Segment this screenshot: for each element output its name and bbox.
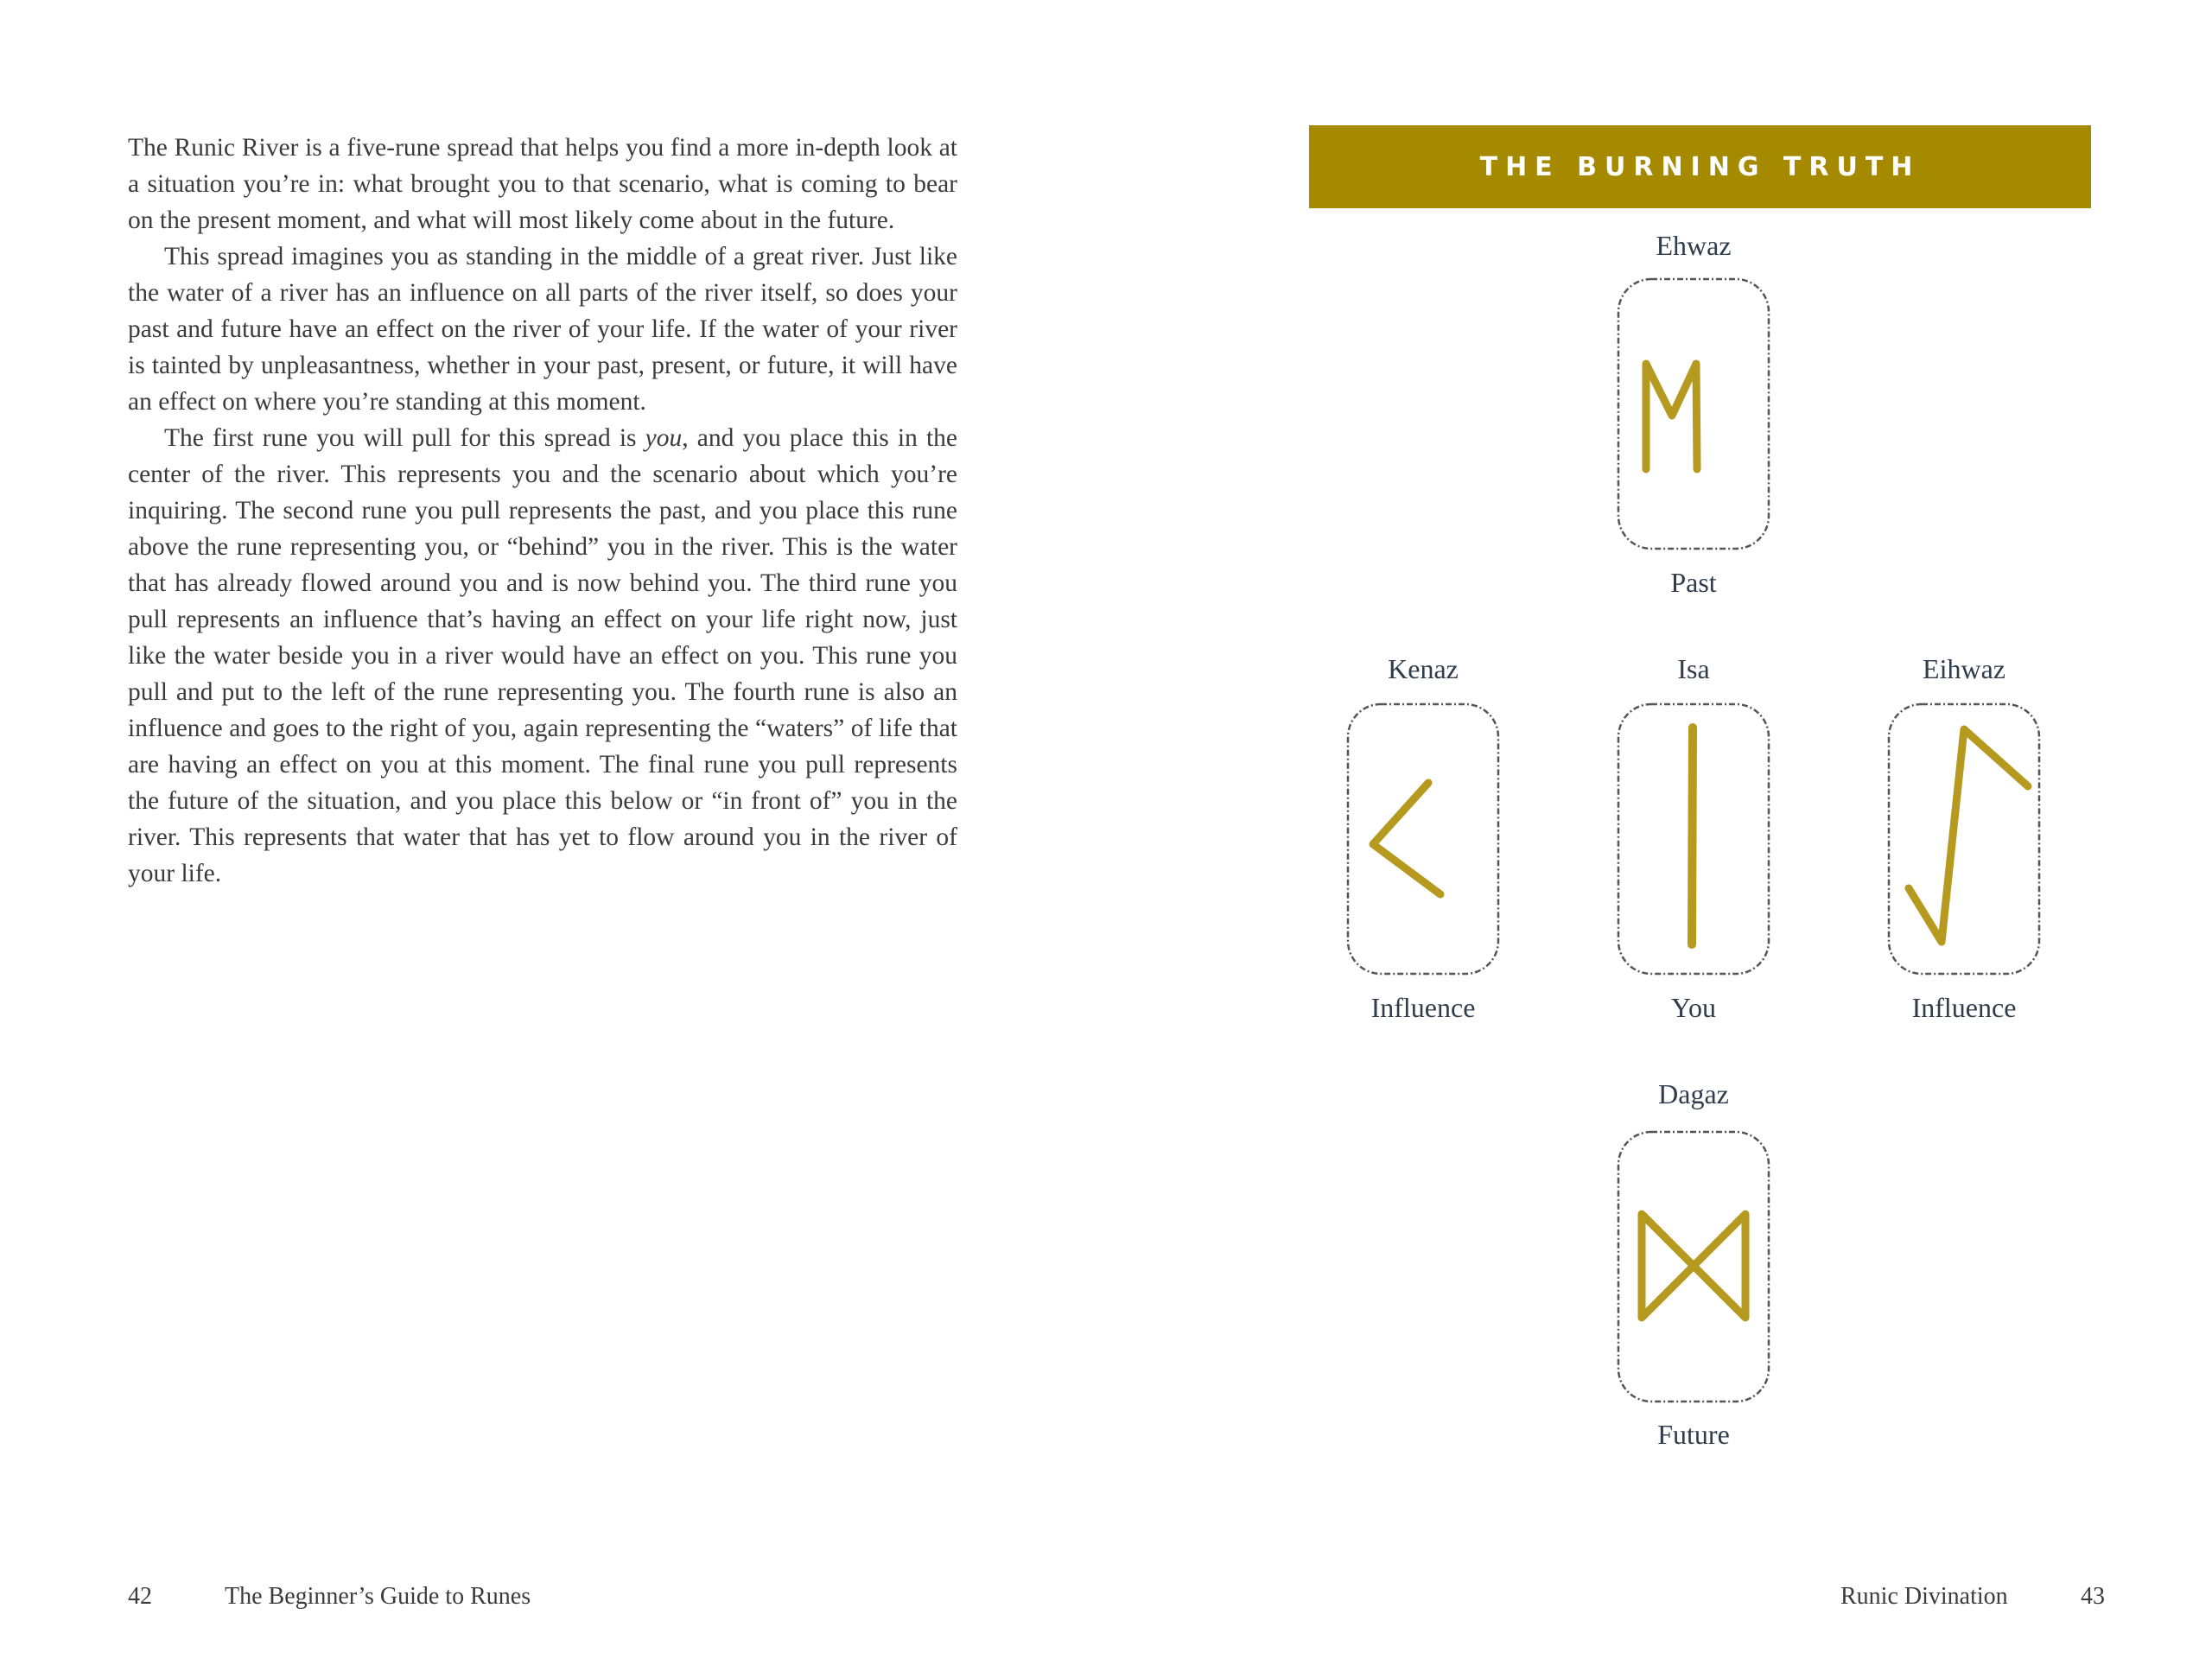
rune-name-kenaz: Kenaz [1388, 653, 1459, 684]
eihwaz-rune-icon [1885, 700, 2044, 978]
left-page-number: 42 [128, 1583, 152, 1610]
paragraph-2: This spread imagines you as standing in the middle of a great river. Just like the water of a river has an influence on all parts of the river itself, so does your past and future have an effect on the river of your life. If the water of your river is tainted by unpleasantness, whether in your past, present, or future, it will have an effect on where you’re standing at this moment. [128, 243, 957, 416]
rune-position-you: You [1671, 992, 1716, 1023]
paragraph-3-start: The first rune you will pull for this spread is [164, 424, 645, 452]
isa-rune-icon [1614, 700, 1773, 978]
section-banner [1309, 125, 2091, 208]
rune-stone-dagaz [1614, 1128, 1773, 1406]
rune-position-left-influence: Influence [1370, 992, 1476, 1023]
rune-stone-ehwaz [1614, 275, 1773, 553]
right-running-title: Runic Divination [1840, 1583, 2008, 1610]
rune-position-future: Future [1657, 1419, 1730, 1450]
rune-name-ehwaz: Ehwaz [1656, 230, 1732, 261]
paragraph-3-emphasis: you [645, 424, 683, 452]
rune-stone-isa [1614, 700, 1773, 978]
paragraph-3-rest: , and you place this in the center of the river. This represents you and the scenario about which you’re inquiring. The second rune you pull represents the past, and you place this rune above the rune representing you, or “behind” you in the river. This is the water that has already flowed around you and is now behind you. The third rune you pull represents an influence that’s having an effect on your life right now, just like the water beside you in a river would have an effect on you. This rune you pull and put to the left of the rune representing you. The fourth rune is also an influence and goes to the right of you, again representing the “waters” of life that are having an effect on you at this moment. The final rune you pull represents the future of the situation, and you place this below or “in front of” you in the river. This represents that water that has yet to flow around you in the river of your life. [128, 424, 957, 887]
rune-position-past: Past [1670, 567, 1717, 598]
left-running-title: The Beginner’s Guide to Runes [225, 1583, 531, 1610]
ehwaz-rune-icon [1614, 275, 1773, 553]
rune-name-eihwaz: Eihwaz [1923, 653, 2005, 684]
rune-stone-eihwaz [1885, 700, 2044, 978]
banner-title: THE BURNING TRUTH [1479, 151, 1921, 182]
rune-stone-kenaz [1344, 700, 1503, 978]
paragraph-3 [128, 420, 957, 892]
rune-position-right-influence: Influence [1911, 992, 2017, 1023]
kenaz-rune-icon [1344, 700, 1503, 978]
paragraph-1: The Runic River is a five-rune spread that helps you find a more in-depth look at a situation you’re in: what brought you to that scenario, what is coming to bear on the present moment, and what will most likely come about in the future. [128, 134, 957, 234]
rune-name-dagaz: Dagaz [1658, 1078, 1729, 1109]
rune-name-isa: Isa [1677, 653, 1710, 684]
body-text [128, 130, 957, 892]
dagaz-rune-icon [1614, 1128, 1773, 1406]
right-page-number: 43 [2081, 1583, 2105, 1610]
